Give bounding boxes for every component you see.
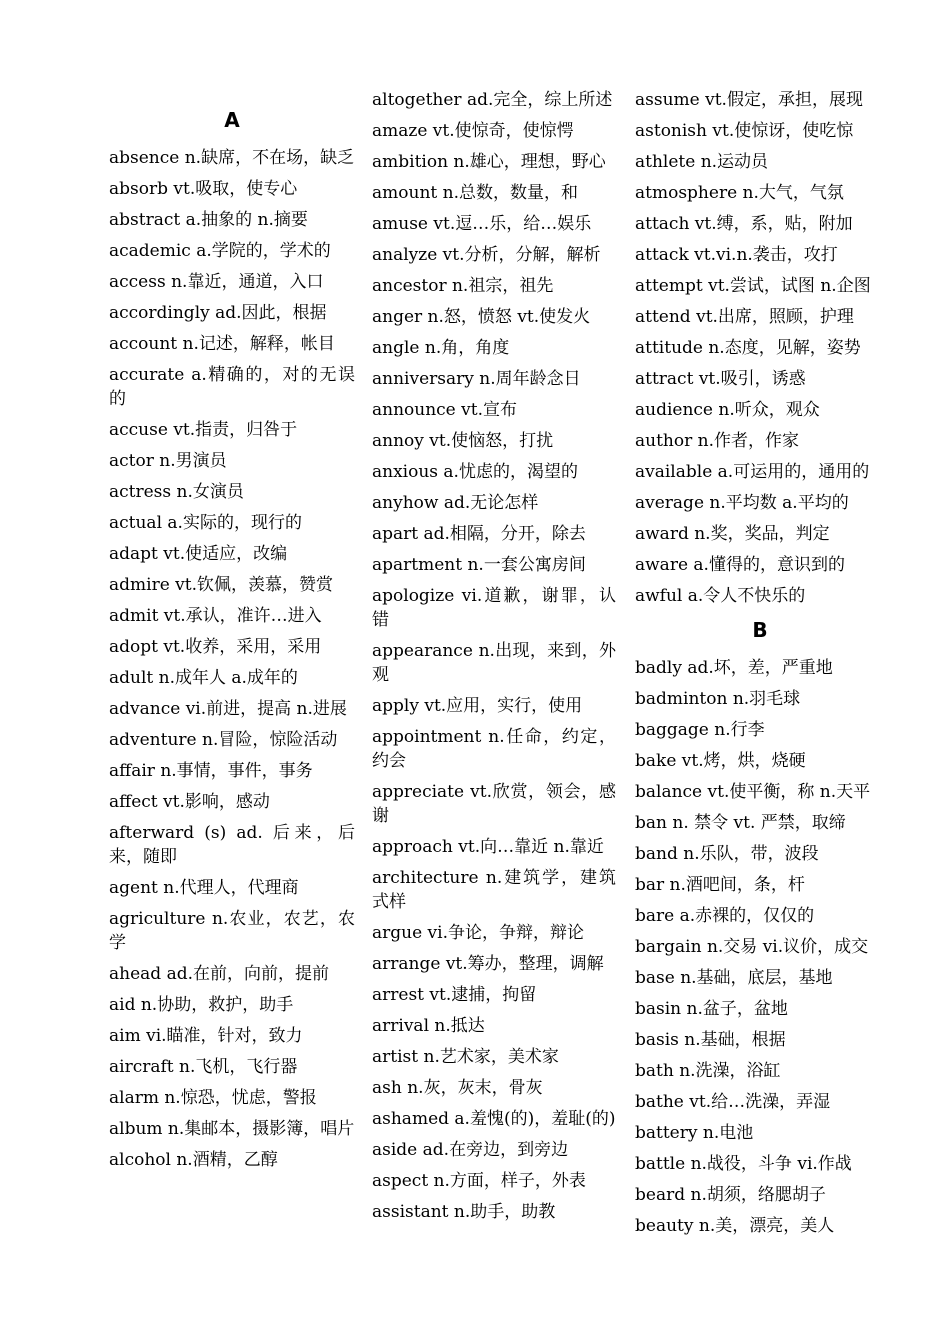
vocab-entry: adventure n.冒险，惊险活动 <box>109 730 338 750</box>
column-3 <box>635 88 885 1245</box>
vocab-entry: ash n.灰，灰末，骨灰 <box>372 1078 543 1098</box>
vocab-entry: alarm n.惊恐，忧虑，警报 <box>109 1088 317 1108</box>
vocab-entry: ahead ad.在前，向前，提前 <box>109 964 329 984</box>
vocab-entry: ambition n.雄心，理想，野心 <box>372 152 606 172</box>
vocab-entry: beauty n.美，漂亮，美人 <box>635 1216 835 1236</box>
vocab-entry: aim vi.瞄准，针对，致力 <box>109 1026 303 1046</box>
vocab-entry: amaze vt.使惊奇，使惊愕 <box>372 121 574 141</box>
vocab-entry: amuse vt.逗…乐，给…娱乐 <box>372 214 592 234</box>
vocab-entry: admit vt.承认，准许…进入 <box>109 606 322 626</box>
vocab-entry: apart ad.相隔，分开，除去 <box>372 524 586 544</box>
vocab-entry: aid n.协助，救护，助手 <box>109 995 294 1015</box>
vocab-entry: ban n. 禁令 vt. 严禁，取缔 <box>635 813 846 833</box>
vocab-entry: attach vt.缚，系，贴，附加 <box>635 214 853 234</box>
vocab-entry: apartment n.一套公寓房间 <box>372 555 586 575</box>
vocab-entry: badminton n.羽毛球 <box>635 689 801 709</box>
vocab-entry: basis n.基础，根据 <box>635 1030 786 1050</box>
vocab-entry: ancestor n.祖宗，祖先 <box>372 276 554 296</box>
vocab-entry: adult n.成年人 a.成年的 <box>109 668 298 688</box>
vocab-entry: affect vt.影响，感动 <box>109 792 270 812</box>
vocab-entry: bake vt.烤，烘，烧硬 <box>635 751 806 771</box>
vocab-entry: agent n.代理人，代理商 <box>109 878 299 898</box>
vocab-entry: access n.靠近，通道，入口 <box>109 272 324 292</box>
vocab-entry: average n.平均数 a.平均的 <box>635 493 849 513</box>
vocab-entry: actor n.男演员 <box>109 451 227 471</box>
vocab-entry: bar n.酒吧间，条，杆 <box>635 875 805 895</box>
column-2 <box>372 88 616 1231</box>
vocab-entry: angle n.角，角度 <box>372 338 510 358</box>
vocab-entry: available a.可运用的，通用的 <box>635 462 870 482</box>
vocab-entry: amount n.总数，数量，和 <box>372 183 578 203</box>
vocab-entry: arrest vt.逮捕，拘留 <box>372 985 537 1005</box>
vocab-entry: astonish vt.使惊讶，使吃惊 <box>635 121 854 141</box>
vocab-entry: announce vt.宣布 <box>372 400 517 420</box>
vocab-entry: appointment n.任命，约定，约会 <box>372 727 616 771</box>
vocab-entry: artist n.艺术家，美术家 <box>372 1047 559 1067</box>
vocab-entry: alcohol n.酒精，乙醇 <box>109 1150 278 1170</box>
vocab-entry: accordingly ad.因此，根据 <box>109 303 327 323</box>
vocab-entry: adapt vt.使适应，改编 <box>109 544 288 564</box>
vocab-entry: badly ad.坏，差，严重地 <box>635 658 833 678</box>
vocab-entry: ashamed a.羞愧(的)，羞耻(的) <box>372 1109 616 1129</box>
vocab-entry: aware a.懂得的，意识到的 <box>635 555 845 575</box>
column-1 <box>109 88 355 1179</box>
vocab-entry: anxious a.忧虑的，渴望的 <box>372 462 578 482</box>
vocab-entry: afterward (s) ad. 后来，后来，随即 <box>109 823 355 867</box>
vocab-entry: accurate a.精确的，对的无误的 <box>109 365 355 409</box>
vocab-entry: analyze vt.分析，分解，解析 <box>372 245 601 265</box>
vocab-entry: appearance n.出现，来到，外观 <box>372 641 616 685</box>
vocab-entry: architecture n.建筑学，建筑式样 <box>372 868 616 912</box>
vocab-entry: apply vt.应用，实行，使用 <box>372 696 583 716</box>
section-heading-a: A <box>224 108 240 132</box>
vocab-entry: bath n.洗澡，浴缸 <box>635 1061 781 1081</box>
vocab-entry: anyhow ad.无论怎样 <box>372 493 539 513</box>
vocab-entry: attend vt.出席，照顾，护理 <box>635 307 854 327</box>
vocab-entry: band n.乐队，带，波段 <box>635 844 819 864</box>
vocab-entry: attract vt.吸引，诱惑 <box>635 369 806 389</box>
vocab-entry: actress n.女演员 <box>109 482 244 502</box>
vocab-entry: actual a.实际的，现行的 <box>109 513 302 533</box>
vocab-entry: battle n.战役，斗争 vi.作战 <box>635 1154 852 1174</box>
vocab-entry: argue vi.争论，争辩，辩论 <box>372 923 585 943</box>
vocab-entry: atmosphere n.大气，气氛 <box>635 183 844 203</box>
vocab-entry: assistant n.助手，助教 <box>372 1202 556 1222</box>
vocab-entry: adopt vt.收养，采用，采用 <box>109 637 322 657</box>
vocab-entry: abstract a.抽象的 n.摘要 <box>109 210 308 230</box>
vocab-entry: anger n.怒，愤怒 vt.使发火 <box>372 307 591 327</box>
vocab-entry: aside ad.在旁边，到旁边 <box>372 1140 569 1160</box>
vocab-entry: approach vt.向…靠近 n.靠近 <box>372 837 604 857</box>
vocab-entry: absence n.缺席，不在场，缺乏 <box>109 148 355 168</box>
vocab-entry: apologize vi.道歉，谢罪，认错 <box>372 586 616 630</box>
vocab-entry: bare a.赤裸的，仅仅的 <box>635 906 815 926</box>
vocab-entry: attitude n.态度，见解，姿势 <box>635 338 861 358</box>
vocab-entry: basin n.盆子，盆地 <box>635 999 788 1019</box>
vocab-entry: absorb vt.吸取，使专心 <box>109 179 298 199</box>
vocab-entry: attempt vt.尝试，试图 n.企图 <box>635 276 871 296</box>
vocab-entry: baggage n.行李 <box>635 720 765 740</box>
vocab-entry: arrival n.抵达 <box>372 1016 485 1036</box>
vocab-entry: accuse vt.指责，归咎于 <box>109 420 298 440</box>
vocab-entry: bargain n.交易 vi.议价，成交 <box>635 937 869 957</box>
vocab-entry: bathe vt.给…洗澡，弄湿 <box>635 1092 831 1112</box>
vocab-entry: admire vt.钦佩，羡慕，赞赏 <box>109 575 334 595</box>
vocab-entry: attack vt.vi.n.袭击，攻打 <box>635 245 838 265</box>
vocab-entry: base n.基础，底层，基地 <box>635 968 833 988</box>
vocab-entry: award n.奖，奖品，判定 <box>635 524 830 544</box>
vocab-entry: affair n.事情，事件，事务 <box>109 761 313 781</box>
vocab-entry: aspect n.方面，样子，外表 <box>372 1171 586 1191</box>
vocab-entry: beard n.胡须，络腮胡子 <box>635 1185 826 1205</box>
vocab-entry: altogether ad.完全，综上所述 <box>372 90 613 110</box>
vocab-entry: agriculture n.农业，农艺，农学 <box>109 909 355 953</box>
vocab-entry: awful a.令人不快乐的 <box>635 586 806 606</box>
vocab-entry: athlete n.运动员 <box>635 152 769 172</box>
vocab-entry: advance vi.前进，提高 n.进展 <box>109 699 347 719</box>
vocab-entry: balance vt.使平衡，称 n.天平 <box>635 782 871 802</box>
vocab-entry: album n.集邮本，摄影簿，唱片 <box>109 1119 355 1139</box>
vocab-entry: academic a.学院的，学术的 <box>109 241 331 261</box>
vocab-entry: author n.作者，作家 <box>635 431 799 451</box>
vocab-entry: account n.记述，解释，帐目 <box>109 334 335 354</box>
vocab-entry: appreciate vt.欣赏，领会，感谢 <box>372 782 616 826</box>
vocab-entry: aircraft n.飞机，飞行器 <box>109 1057 298 1077</box>
vocab-entry: battery n.电池 <box>635 1123 754 1143</box>
vocab-entry: assume vt.假定，承担，展现 <box>635 90 863 110</box>
section-heading-b: B <box>752 618 768 642</box>
vocab-entry: anniversary n.周年龄念日 <box>372 369 581 389</box>
vocab-entry: annoy vt.使恼怒，打扰 <box>372 431 554 451</box>
vocab-entry: audience n.听众，观众 <box>635 400 820 420</box>
vocab-entry: arrange vt.筹办，整理，调解 <box>372 954 604 974</box>
